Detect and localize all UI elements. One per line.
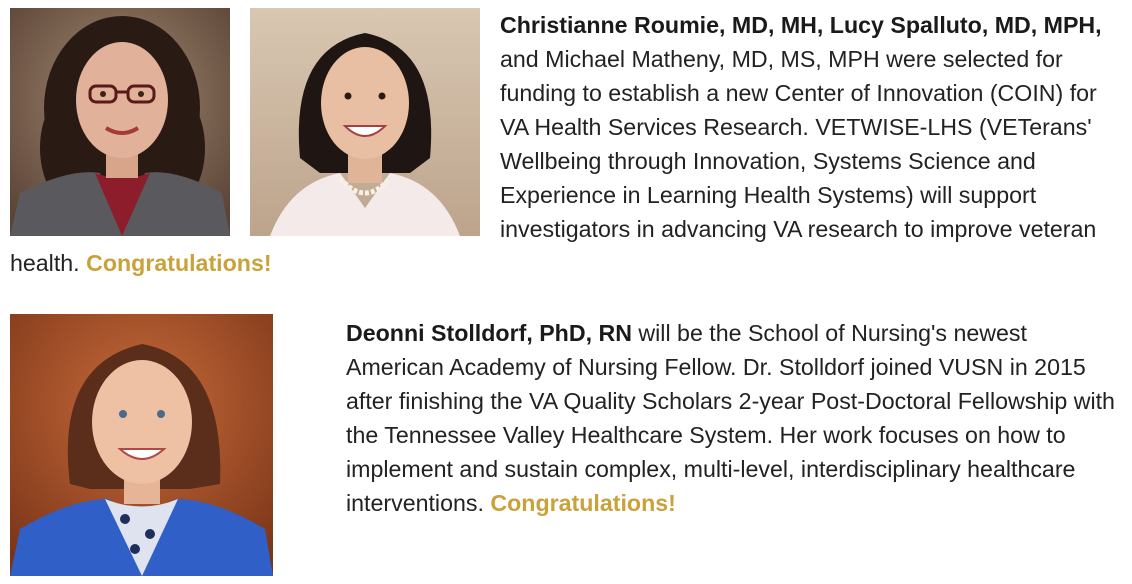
congratulations-text: Congratulations! bbox=[490, 490, 676, 516]
news-item-aan-fellow bbox=[346, 316, 1126, 520]
news-text-stolldorf bbox=[346, 316, 1126, 520]
honoree-names: Christianne Roumie, MD, MH, Lucy Spalluto, MD, MPH, bbox=[500, 12, 1102, 38]
news-body: will be the School of Nursing's newest American Academy of Nursing Fellow. Dr. Stolldorf joined VUSN in 2015 after finishing the VA Quality Scholars 2-year Post-Doctoral Fellowship with the Tennessee Valley Healthcare System. Her work focuses on how to implement and sustain complex, multi-level, interdisciplinary healthcare interventions. bbox=[346, 320, 1115, 516]
honoree-names: Deonni Stolldorf, PhD, RN bbox=[346, 320, 632, 346]
news-body: and Michael Matheny, MD, MS, MPH were selected for funding to establish a new Center of Innovation (COIN) for VA Health Services Research. VETWISE-LHS (VETerans' Wellbeing through Innovation, Systems Science and Experience in Learning Health Systems) will support investigators in advancing VA research to improve veteran health. bbox=[10, 46, 1097, 276]
portrait-photo-roumie bbox=[10, 8, 230, 236]
portrait-photo-stolldorf bbox=[10, 314, 273, 576]
congratulations-text: Congratulations! bbox=[86, 250, 272, 276]
news-item-coin-funding bbox=[10, 8, 1126, 280]
portrait-photo-spalluto bbox=[250, 8, 480, 236]
photo-group bbox=[10, 8, 500, 236]
